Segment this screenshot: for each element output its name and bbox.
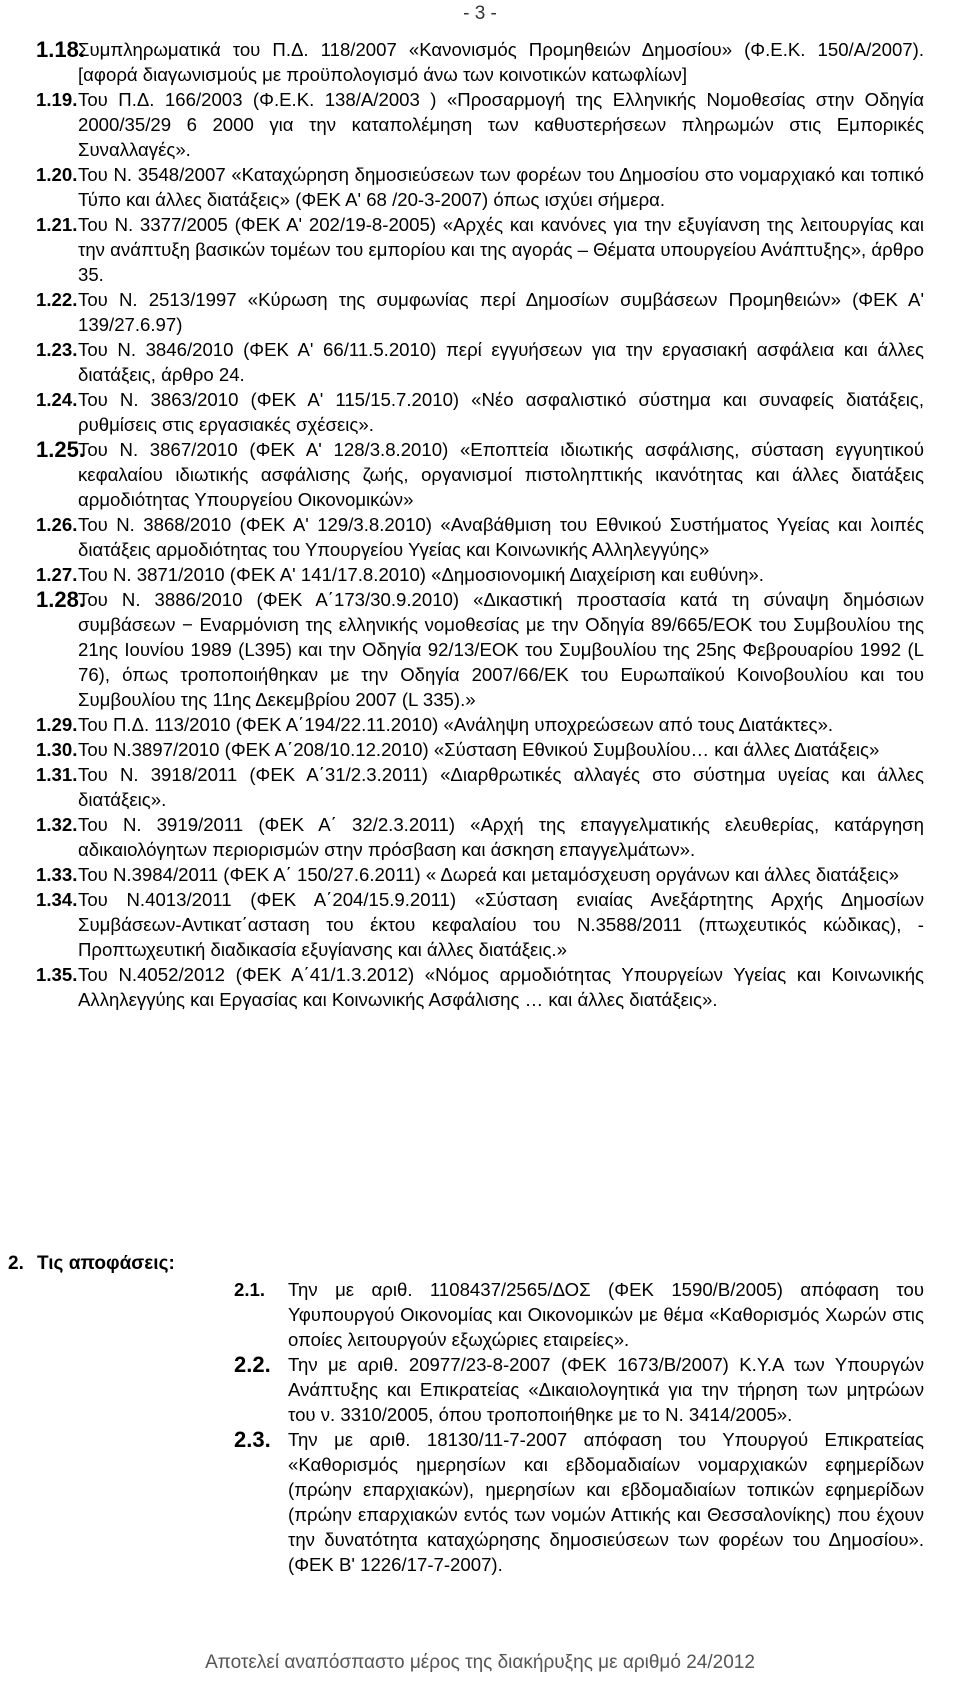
item-number: 1.23.: [36, 339, 78, 360]
item-number: 1.22.: [36, 289, 78, 310]
list-item: [36, 212, 924, 287]
list-item: [36, 587, 924, 712]
item-number: 1.31.: [36, 764, 78, 785]
item-number: 1.21.: [36, 214, 78, 235]
item-number: 1.24.: [36, 389, 78, 410]
list-item: [36, 162, 924, 212]
item-number: 1.30.: [36, 739, 78, 760]
item-text: Του Ν. 3886/2010 (ΦΕΚ Α΄173/30.9.2010) «Δικαστική προστασία κατά τη σύναψη δημόσιων συμβάσεων − Εναρμόνιση της ελληνικής νομοθεσίας με την Οδηγία 89/665/ΕΟΚ του Συμβουλίου της 21ης Ιουνίου 1989 (L395) και την Οδηγία 92/13/ΕΟΚ του Συμβουλίου της 25ης Φεβρουαρίου 1992 (L 76), όπως τροποποιήθηκαν με την Οδηγία 2007/66/ΕΚ του Ευρωπαϊκού Κοινοβουλίου και του Συμβουλίου της 11ης Δεκεμβρίου 2007 (L 335).»: [78, 589, 924, 710]
item-number: 1.19.: [36, 89, 78, 110]
list-item: [36, 812, 924, 862]
list-item: [234, 1352, 924, 1427]
item-text: Του Ν. 3918/2011 (ΦΕΚ Α΄31/2.3.2011) «Διαρθρωτικές αλλαγές στο σύστημα υγείας και άλλες διατάξεις».: [78, 764, 924, 810]
item-text: Του Ν. 3377/2005 (ΦΕΚ Α' 202/19-8-2005) «Αρχές και κανόνες για την εξυγίανση της λειτουργίας και την ανάπτυξη βασικών τομέων του εμπορίου και της αγοράς – Θέματα υπουργείου Ανάπτυξης», άρθρο 35.: [78, 214, 924, 285]
list-item: [36, 437, 924, 512]
item-number: 1.18.: [36, 37, 85, 62]
list-item: [36, 887, 924, 962]
list-item: [36, 962, 924, 1012]
item-text: Την με αριθ. 1108437/2565/ΔΟΣ (ΦΕΚ 1590/Β/2005) απόφαση του Υφυπουργού Οικονομίας και Οικονομικών με θέμα «Καθορισμός Χωρών στις οποίες λειτουργούν εξωχώριες εταιρείες».: [288, 1279, 924, 1350]
list-item: [36, 737, 924, 762]
item-number: 2.3.: [234, 1427, 271, 1452]
list-item: [234, 1277, 924, 1352]
item-number: 1.26.: [36, 514, 78, 535]
item-text: Την με αριθ. 18130/11-7-2007 απόφαση του Υπουργού Επικρατείας «Καθορισμός ημερησίων και εβδομαδιαίων νομαρχιακών εφημερίδων (πρώην επαρχιακών), ημερησίων και εβδομαδιαίων τοπικών εφημερίδων (πρώην επαρχιακών εντός των νομών Αττικής και Θεσσαλονίκης) που έχουν την δυνατότητα καταχώρησης δημοσιεύσεων των φορέων του Δημοσίου». (ΦΕΚ Β' 1226/17-7-2007).: [288, 1429, 924, 1575]
item-text: Του Ν.4013/2011 (ΦΕΚ Α΄204/15.9.2011) «Σύσταση ενιαίας Ανεξάρτητης Αρχής Δημοσίων Συμβάσεων-Αντικατ΄ασταση του έκτου κεφαλαίου του Ν.3588/2011 (πτωχευτικός κώδικας), - Προπτωχευτική διαδικασία εξυγίανσης και άλλες διατάξεις.»: [78, 889, 924, 960]
item-number: 2.2.: [234, 1352, 271, 1377]
item-text: Του Ν. 3548/2007 «Καταχώρηση δημοσιεύσεων των φορέων του Δημοσίου στο νομαρχιακό και τοπικό Τύπο και άλλες διατάξεις» (ΦΕΚ Α' 68 /20-3-2007) όπως ισχύει σήμερα.: [78, 164, 924, 210]
item-number: 1.32.: [36, 814, 78, 835]
item-number: 1.34.: [36, 889, 78, 910]
page-number: - 3 -: [463, 3, 497, 24]
footer-note: Αποτελεί αναπόσπαστο μέρος της διακήρυξης με αριθμό 24/2012: [205, 1652, 755, 1673]
decisions-list: [234, 1277, 924, 1577]
item-text: Του Π.Δ. 166/2003 (Φ.Ε.Κ. 138/Α/2003 ) «Προσαρμογή της Ελληνικής Νομοθεσίας στην Οδηγία 2000/35/29 6 2000 για την καταπολέμηση των καθυστερήσεων πληρωμών στις Εμπορικές Συναλλαγές».: [78, 89, 924, 160]
list-item: [36, 762, 924, 812]
item-number: 1.20.: [36, 164, 78, 185]
item-text: Του Ν. 2513/1997 «Κύρωση της συμφωνίας περί Δημοσίων συμβάσεων Προμηθειών» (ΦΕΚ Α' 139/27.6.97): [78, 289, 924, 335]
item-text: Του Ν. 3863/2010 (ΦΕΚ Α' 115/15.7.2010) «Νέο ασφαλιστικό σύστημα και συναφείς διατάξεις, ρυθμίσεις στις εργασιακές σχέσεις».: [78, 389, 924, 435]
item-text: Την με αριθ. 20977/23-8-2007 (ΦΕΚ 1673/Β/2007) Κ.Υ.Α των Υπουργών Ανάπτυξης και Επικρατείας «Δικαιολογητικά για την τήρηση των μητρώων του ν. 3310/2005, όπου τροποποιήθηκε με το Ν. 3414/2005».: [288, 1354, 924, 1425]
list-item: [36, 712, 924, 737]
item-number: 1.35.: [36, 964, 78, 985]
list-item: [36, 87, 924, 162]
item-text: Του Π.Δ. 113/2010 (ΦΕΚ Α΄194/22.11.2010) «Ανάληψη υποχρεώσεων από τους Διατάκτες».: [78, 714, 834, 735]
list-item: [36, 37, 924, 87]
item-text: Του Ν.4052/2012 (ΦΕΚ Α΄41/1.3.2012) «Νόμος αρμοδιότητας Υπουργείων Υγείας και Κοινωνικής Αλληλεγγύης και Εργασίας και Κοινωνικής Ασφάλισης … και άλλες διατάξεις».: [78, 964, 924, 1010]
list-item: [36, 512, 924, 562]
item-text: Του Ν.3897/2010 (ΦΕΚ Α΄208/10.12.2010) «Σύσταση Εθνικού Συμβουλίου… και άλλες Διατάξεις»: [78, 739, 880, 760]
list-item: [36, 387, 924, 437]
list-item: [36, 287, 924, 337]
section-title: Τις αποφάσεις:: [37, 1253, 175, 1274]
list-item: [234, 1427, 924, 1577]
item-text: Του Ν. 3868/2010 (ΦΕΚ Α' 129/3.8.2010) «Αναβάθμιση του Εθνικού Συστήματος Υγείας και λοιπές διατάξεις αρμοδιότητας του Υπουργείου Υγείας και Κοινωνικής Αλληλεγγύης»: [78, 514, 924, 560]
item-number: 1.27.: [36, 564, 78, 585]
item-text: Του Ν. 3871/2010 (ΦΕΚ Α' 141/17.8.2010) «Δημοσιονομική Διαχείριση και ευθύνη».: [78, 564, 764, 585]
item-number: 1.28.: [36, 587, 85, 612]
section-number: 2.: [8, 1253, 24, 1274]
item-text: Του Ν. 3919/2011 (ΦΕΚ Α΄ 32/2.3.2011) «Αρχή της επαγγελματικής ελευθερίας, κατάργηση αδικαιολόγητων περιορισμών στην πρόσβαση και άσκηση επαγγελμάτων».: [78, 814, 924, 860]
item-number: 2.1.: [234, 1279, 266, 1300]
list-item: [36, 337, 924, 387]
item-number: 1.33.: [36, 864, 78, 885]
item-number: 1.29.: [36, 714, 78, 735]
item-text: Συμπληρωματικά του Π.Δ. 118/2007 «Κανονισμός Προμηθειών Δημοσίου» (Φ.Ε.Κ. 150/Α/2007). [αφορά διαγωνισμούς με προϋπολογισμό άνω των κοινοτικών κατωφλίων]: [78, 39, 924, 85]
item-number: 1.25.: [36, 437, 85, 462]
list-item: [36, 562, 924, 587]
item-text: Του Ν. 3846/2010 (ΦΕΚ Α' 66/11.5.2010) περί εγγυήσεων για την εργασιακή ασφάλεια και άλλες διατάξεις, άρθρο 24.: [78, 339, 924, 385]
legislation-list: [36, 37, 924, 1012]
item-text: Του Ν.3984/2011 (ΦΕΚ Α΄ 150/27.6.2011) « Δωρεά και μεταμόσχευση οργάνων και άλλες διατάξεις»: [78, 864, 899, 885]
list-item: [36, 862, 924, 887]
item-text: Του Ν. 3867/2010 (ΦΕΚ Α' 128/3.8.2010) «Εποπτεία ιδιωτικής ασφάλισης, σύσταση εγγυητικού κεφαλαίου ιδιωτικής ασφάλισης ζωής, οργανισμοί πιστοληπτικής ικανότητας και άλλες διατάξεις αρμοδιότητας Υπουργείου Οικονομικών»: [78, 439, 924, 510]
